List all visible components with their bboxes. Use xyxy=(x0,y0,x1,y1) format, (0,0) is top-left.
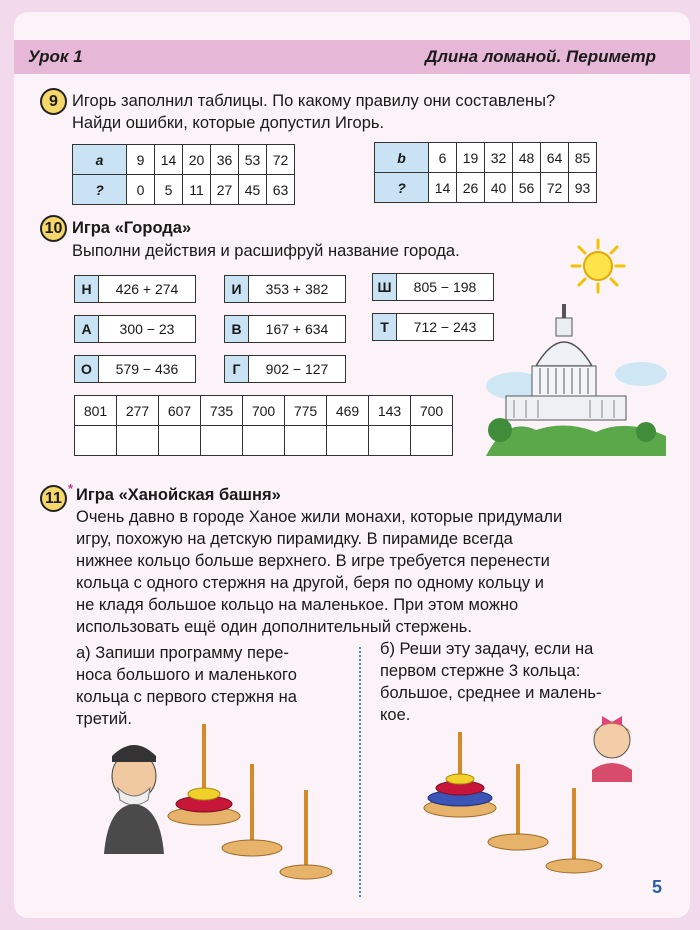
expr-letter: О xyxy=(75,356,99,382)
answer-cell[interactable] xyxy=(285,426,327,456)
task-9-line-1: Игорь заполнил таблицы. По какому правилу они составлены? xyxy=(72,92,556,110)
task-9-number: 9 xyxy=(40,88,67,115)
capitol-illustration xyxy=(476,304,676,456)
table-b-cell: 32 xyxy=(485,143,513,173)
sun-illustration xyxy=(570,238,626,294)
table-b-cell: 14 xyxy=(429,173,457,203)
task-11-line-3: нижнее кольцо больше верхнего. В игре требуется перенести xyxy=(76,552,550,570)
expr-sh xyxy=(372,273,494,301)
expr-n xyxy=(74,275,196,303)
answer-number: 277 xyxy=(117,396,159,426)
topic-title: Длина ломаной. Периметр xyxy=(425,47,656,66)
task-10-number: 10 xyxy=(40,215,67,242)
table-b-cell: 85 xyxy=(569,143,597,173)
task-11-title: Игра «Ханойская башня» xyxy=(76,486,281,504)
expr-value: 805 − 198 xyxy=(413,279,477,295)
textbook-page xyxy=(14,12,690,918)
part-a-line-2: носа большого и маленького xyxy=(76,666,297,684)
expr-o xyxy=(74,355,196,383)
table-b-header: ? xyxy=(375,173,429,203)
expr-value: 426 + 274 xyxy=(115,281,179,297)
page-header xyxy=(14,40,690,74)
expr-letter: И xyxy=(225,276,249,302)
table-a-cell: 63 xyxy=(267,175,295,205)
part-b-line-4: кое. xyxy=(380,706,411,724)
table-b xyxy=(374,142,597,203)
page-number: 5 xyxy=(651,877,662,897)
expr-value: 712 − 243 xyxy=(413,319,477,335)
task-9-line-2: Найди ошибки, которые допустил Игорь. xyxy=(72,114,385,132)
lesson-label: Урок 1 xyxy=(28,47,83,66)
part-a-line-4: третий. xyxy=(76,710,132,728)
table-b-cell: 6 xyxy=(429,143,457,173)
expr-letter: Т xyxy=(373,314,397,340)
table-a-cell: 5 xyxy=(155,175,183,205)
expr-g xyxy=(224,355,346,383)
task-11-number: 11 * xyxy=(40,485,67,512)
answer-number: 143 xyxy=(369,396,411,426)
answer-cell[interactable] xyxy=(159,426,201,456)
answer-number: 469 xyxy=(327,396,369,426)
task-10-title: Игра «Города» xyxy=(72,219,192,237)
expr-value: 902 − 127 xyxy=(265,361,329,377)
table-a-header: ? xyxy=(73,175,127,205)
table-b-header: b xyxy=(375,143,429,173)
table-a-cell: 27 xyxy=(211,175,239,205)
table-b-cell: 56 xyxy=(513,173,541,203)
table-a-cell: 72 xyxy=(267,145,295,175)
part-b-line-1: б) Реши эту задачу, если на xyxy=(380,640,594,658)
table-a-cell: 9 xyxy=(127,145,155,175)
table-a-cell: 11 xyxy=(183,175,211,205)
table-a-header: a xyxy=(73,145,127,175)
table-a xyxy=(72,144,295,205)
answer-cell[interactable] xyxy=(243,426,285,456)
answer-number: 735 xyxy=(201,396,243,426)
table-b-cell: 26 xyxy=(457,173,485,203)
table-a-cell: 20 xyxy=(183,145,211,175)
answer-number: 775 xyxy=(285,396,327,426)
answer-number: 801 xyxy=(75,396,117,426)
expr-letter: Ш xyxy=(373,274,397,300)
column-divider xyxy=(359,647,361,897)
task-11-line-1: Очень давно в городе Ханое жили монахи, которые придумали xyxy=(76,508,563,526)
expr-letter: А xyxy=(75,316,99,342)
table-a-cell: 53 xyxy=(239,145,267,175)
expr-value: 167 + 634 xyxy=(265,321,329,337)
answer-cell[interactable] xyxy=(327,426,369,456)
table-a-cell: 14 xyxy=(155,145,183,175)
table-b-cell: 19 xyxy=(457,143,485,173)
table-b-cell: 48 xyxy=(513,143,541,173)
expr-a xyxy=(74,315,196,343)
hanoi-tower-b-illustration xyxy=(406,710,636,880)
hanoi-tower-a-illustration xyxy=(104,724,344,884)
expr-v xyxy=(224,315,346,343)
answer-cell[interactable] xyxy=(411,426,453,456)
answer-number: 700 xyxy=(243,396,285,426)
expr-value: 300 − 23 xyxy=(119,321,175,337)
task-10-instruction: Выполни действия и расшифруй название города. xyxy=(72,242,460,260)
answer-cell[interactable] xyxy=(369,426,411,456)
expr-letter: Г xyxy=(225,356,249,382)
part-b-line-3: большое, среднее и малень- xyxy=(380,684,602,702)
expr-letter: В xyxy=(225,316,249,342)
answer-number: 607 xyxy=(159,396,201,426)
answer-number: 700 xyxy=(411,396,453,426)
table-b-cell: 93 xyxy=(569,173,597,203)
table-a-cell: 36 xyxy=(211,145,239,175)
part-b-line-2: первом стержне 3 кольца: xyxy=(380,662,581,680)
answer-cell[interactable] xyxy=(117,426,159,456)
part-a-line-1: а) Запиши программу пере- xyxy=(76,644,289,662)
table-a-cell: 45 xyxy=(239,175,267,205)
expr-value: 353 + 382 xyxy=(265,281,329,297)
task-11-line-6: использовать ещё один дополнительный стержень. xyxy=(76,618,472,636)
task-11-line-4: кольца с одного стержня на другой, беря по одному кольцу и xyxy=(76,574,544,592)
table-a-cell: 0 xyxy=(127,175,155,205)
table-b-cell: 40 xyxy=(485,173,513,203)
answer-table xyxy=(74,395,453,456)
task-11-line-5: не кладя большое кольцо на маленькое. При этом можно xyxy=(76,596,519,614)
answer-cell[interactable] xyxy=(75,426,117,456)
task-11-line-2: игру, похожую на детскую пирамидку. В пирамиде всегда xyxy=(76,530,513,548)
answer-cell[interactable] xyxy=(201,426,243,456)
table-b-cell: 64 xyxy=(541,143,569,173)
table-b-cell: 72 xyxy=(541,173,569,203)
expr-i xyxy=(224,275,346,303)
expr-value: 579 − 436 xyxy=(115,361,179,377)
part-a-line-3: кольца с первого стержня на xyxy=(76,688,297,706)
expr-letter: Н xyxy=(75,276,99,302)
